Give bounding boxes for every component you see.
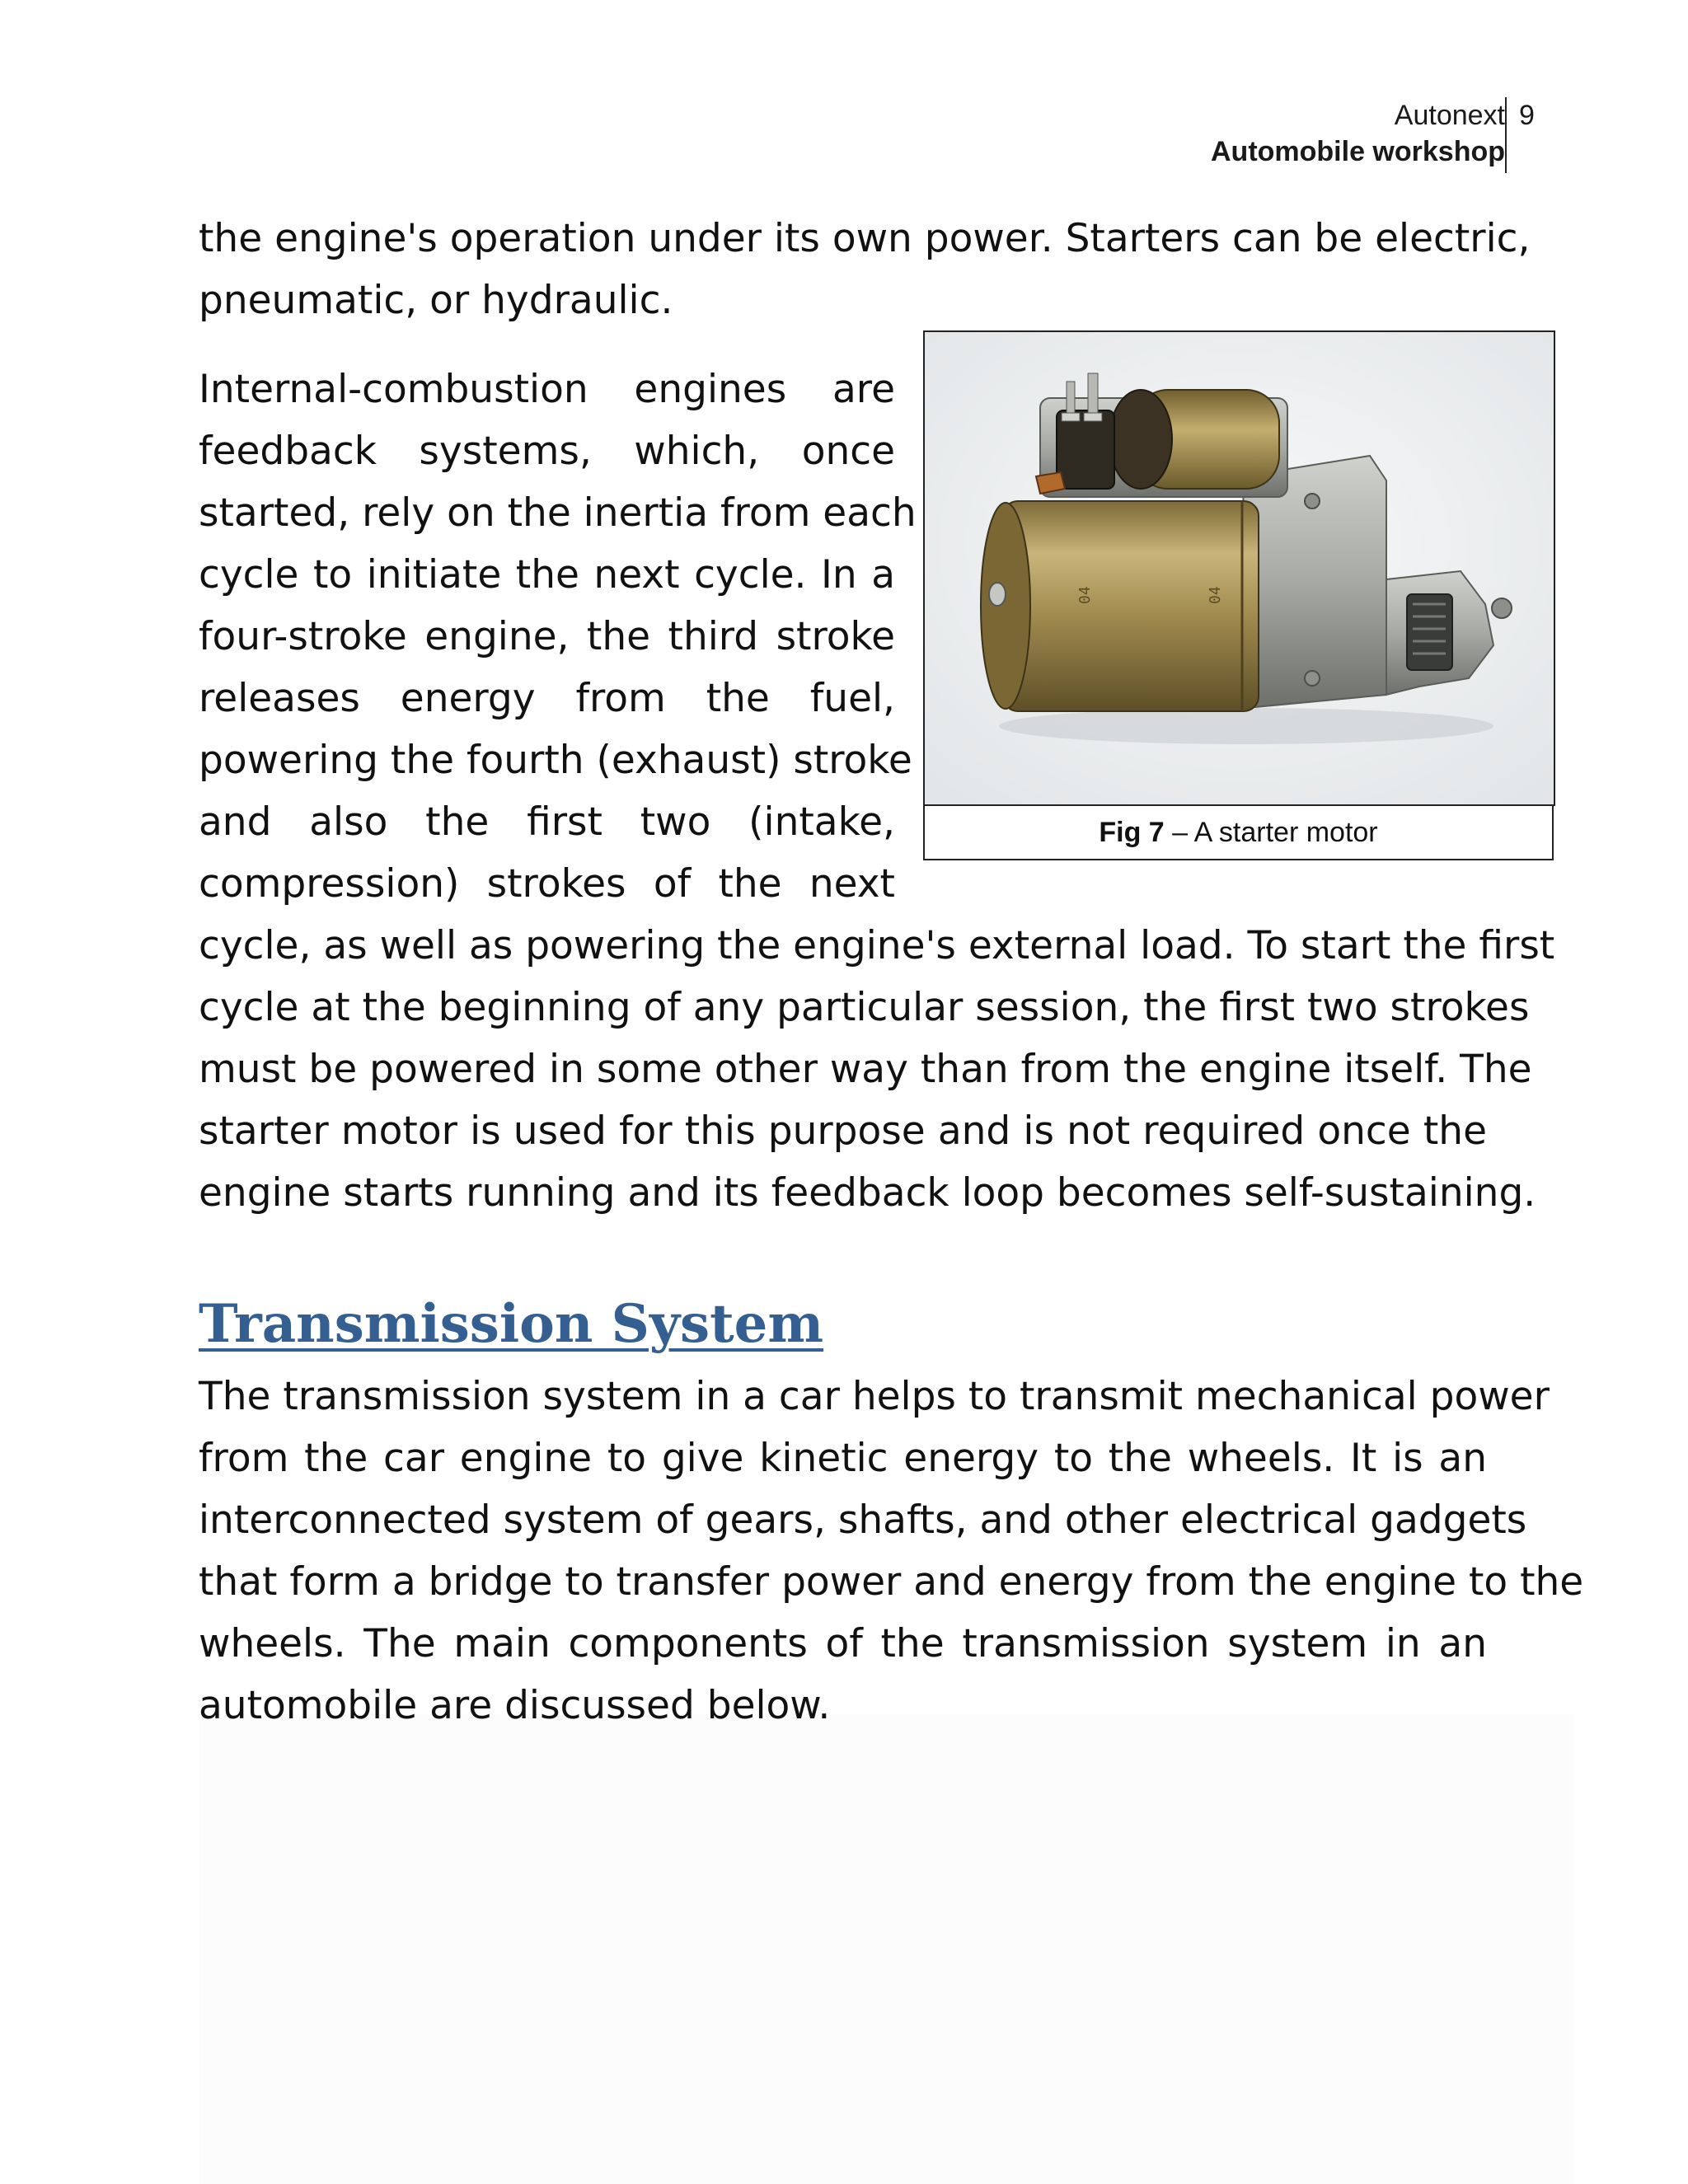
page-number: 9 <box>1519 100 1535 131</box>
paragraph-line: compression) strokes of the next <box>199 861 895 907</box>
page-lower-shade <box>199 1714 1573 2184</box>
paragraph-line: that form a bridge to transfer power and energy from the engine to the <box>199 1559 1584 1605</box>
svg-text:04: 04 <box>1207 586 1224 604</box>
paragraph-line: wheels. The main components of the transmission system in an <box>199 1621 1487 1666</box>
paragraph-line: releases energy from the fuel, <box>199 676 895 721</box>
paragraph-line: must be powered in some other way than from the engine itself. The <box>199 1047 1532 1092</box>
paragraph-line: starter motor is used for this purpose and is not required once the <box>199 1108 1487 1154</box>
running-header <box>1211 97 1505 170</box>
paragraph-line: from the car engine to give kinetic energy to the wheels. It is an <box>199 1436 1487 1481</box>
figure-caption-text: A starter motor <box>1193 817 1378 848</box>
section-paragraph <box>199 1366 1584 1736</box>
paragraph-line: engine starts running and its feedback loop becomes self-sustaining. <box>199 1170 1536 1216</box>
starter-motor-image <box>925 332 1554 804</box>
paragraph-line: the engine's operation under its own power. Starters can be electric, <box>199 216 1531 261</box>
paragraph-line: cycle at the beginning of any particular session, the first two strokes <box>199 985 1530 1030</box>
paragraph-line: cycle, as well as powering the engine's external load. To start the first <box>199 923 1555 968</box>
wrapped-paragraph <box>199 359 917 915</box>
header-subtitle: Automobile workshop <box>1211 136 1505 167</box>
paragraph-line: feedback systems, which, once <box>199 429 895 474</box>
paragraph-line: started, rely on the inertia from each <box>199 490 917 536</box>
svg-text:04: 04 <box>1076 586 1094 604</box>
figure-caption-separator: – <box>1164 817 1194 848</box>
paragraph-line: interconnected system of gears, shafts, and other electrical gadgets <box>199 1497 1527 1543</box>
intro-paragraph <box>199 208 1531 331</box>
paragraph-line: The transmission system in a car helps to transmit mechanical power <box>199 1374 1550 1419</box>
figure-label: Fig 7 <box>1099 817 1165 848</box>
section-heading: Transmission System <box>199 1293 824 1355</box>
header-title: Autonext <box>1394 100 1505 131</box>
paragraph-line: and also the first two (intake, <box>199 799 895 845</box>
paragraph-line: four-stroke engine, the third stroke <box>199 614 895 659</box>
continued-paragraph <box>199 915 1555 1224</box>
paragraph-line: powering the fourth (exhaust) stroke <box>199 738 912 783</box>
paragraph-line: Internal-combustion engines are <box>199 367 895 412</box>
figure-caption <box>923 804 1554 860</box>
paragraph-line: cycle to initiate the next cycle. In a <box>199 552 895 598</box>
paragraph-line: automobile are discussed below. <box>199 1683 831 1728</box>
header-divider <box>1505 97 1507 173</box>
paragraph-line: pneumatic, or hydraulic. <box>199 278 673 323</box>
starter-motor-figure <box>923 330 1555 806</box>
